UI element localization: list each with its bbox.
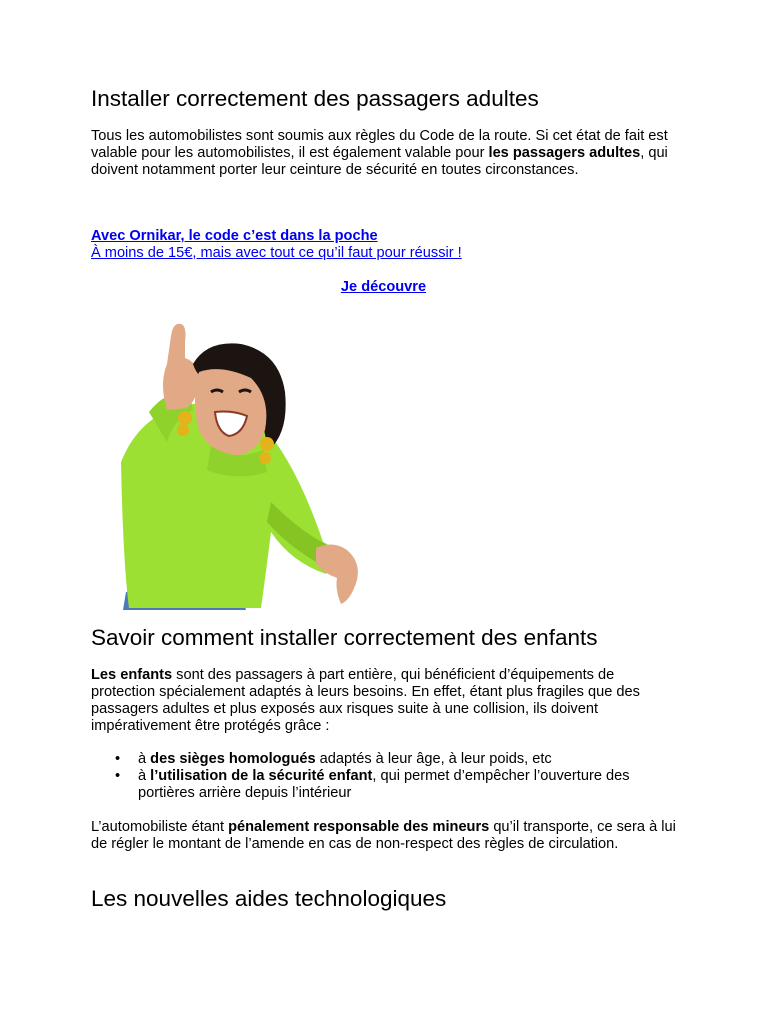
woman-pointing-icon [111,312,381,610]
para-text: sont des passagers à part entière, qui bénéficient d’équipements de protection spécialement adaptés à leurs besoins. En effet, étant plus fragiles que des passagers adultes et plus exposés aux risques suite à une collision, ils doivent impérativement être protégés grâce : [91,667,640,734]
heading-tech-aids: Les nouvelles aides technologiques [91,886,447,911]
heading-children: Savoir comment installer correctement des enfants [91,625,598,650]
list-prefix: à [138,751,151,767]
cta-container [91,279,676,296]
bullet-icon: • [115,768,121,784]
paragraph-adult-passengers [91,128,681,179]
paragraph-responsibility [91,819,681,853]
discover-link[interactable]: Je découvre [340,279,427,295]
list-item [91,768,681,802]
bullet-icon: • [115,751,121,767]
list-item [91,751,681,768]
woman-illustration [111,312,381,610]
para-bold: les passagers adultes [488,145,641,161]
list-text: adaptés à leur âge, à leur poids, etc [315,751,552,767]
paragraph-children [91,667,681,735]
para-bold: pénalement responsable des mineurs [228,819,490,835]
para-bold: Les enfants [91,667,173,683]
heading-adult-passengers: Installer correctement des passagers adultes [91,86,539,111]
list-bold: l’utilisation de la sécurité enfant [150,768,373,784]
promo-subtitle-link[interactable]: À moins de 15€, mais avec tout ce qu’il faut pour réussir ! [91,245,462,261]
para-text: L’automobiliste étant [91,819,229,835]
child-safety-list [91,751,681,802]
promo-title-link[interactable]: Avec Ornikar, le code c’est dans la poche [91,228,378,244]
para-text: Tous les automobilistes sont soumis aux règles du Code de la route. Si cet état de fait est valable pour les automobilistes, il est également valable pour [91,128,668,161]
list-text: , qui permet d’empêcher l’ouverture des portières arrière depuis l’intérieur [138,768,630,801]
promo-block [91,228,462,262]
para-text: qu’il transporte, ce sera à lui de régler le montant de l’amende en cas de non-respect des règles de circulation. [91,819,676,852]
para-text: , qui doivent notamment porter leur ceinture de sécurité en toutes circonstances. [91,145,668,178]
list-prefix: à [138,768,151,784]
list-bold: des sièges homologués [150,751,316,767]
